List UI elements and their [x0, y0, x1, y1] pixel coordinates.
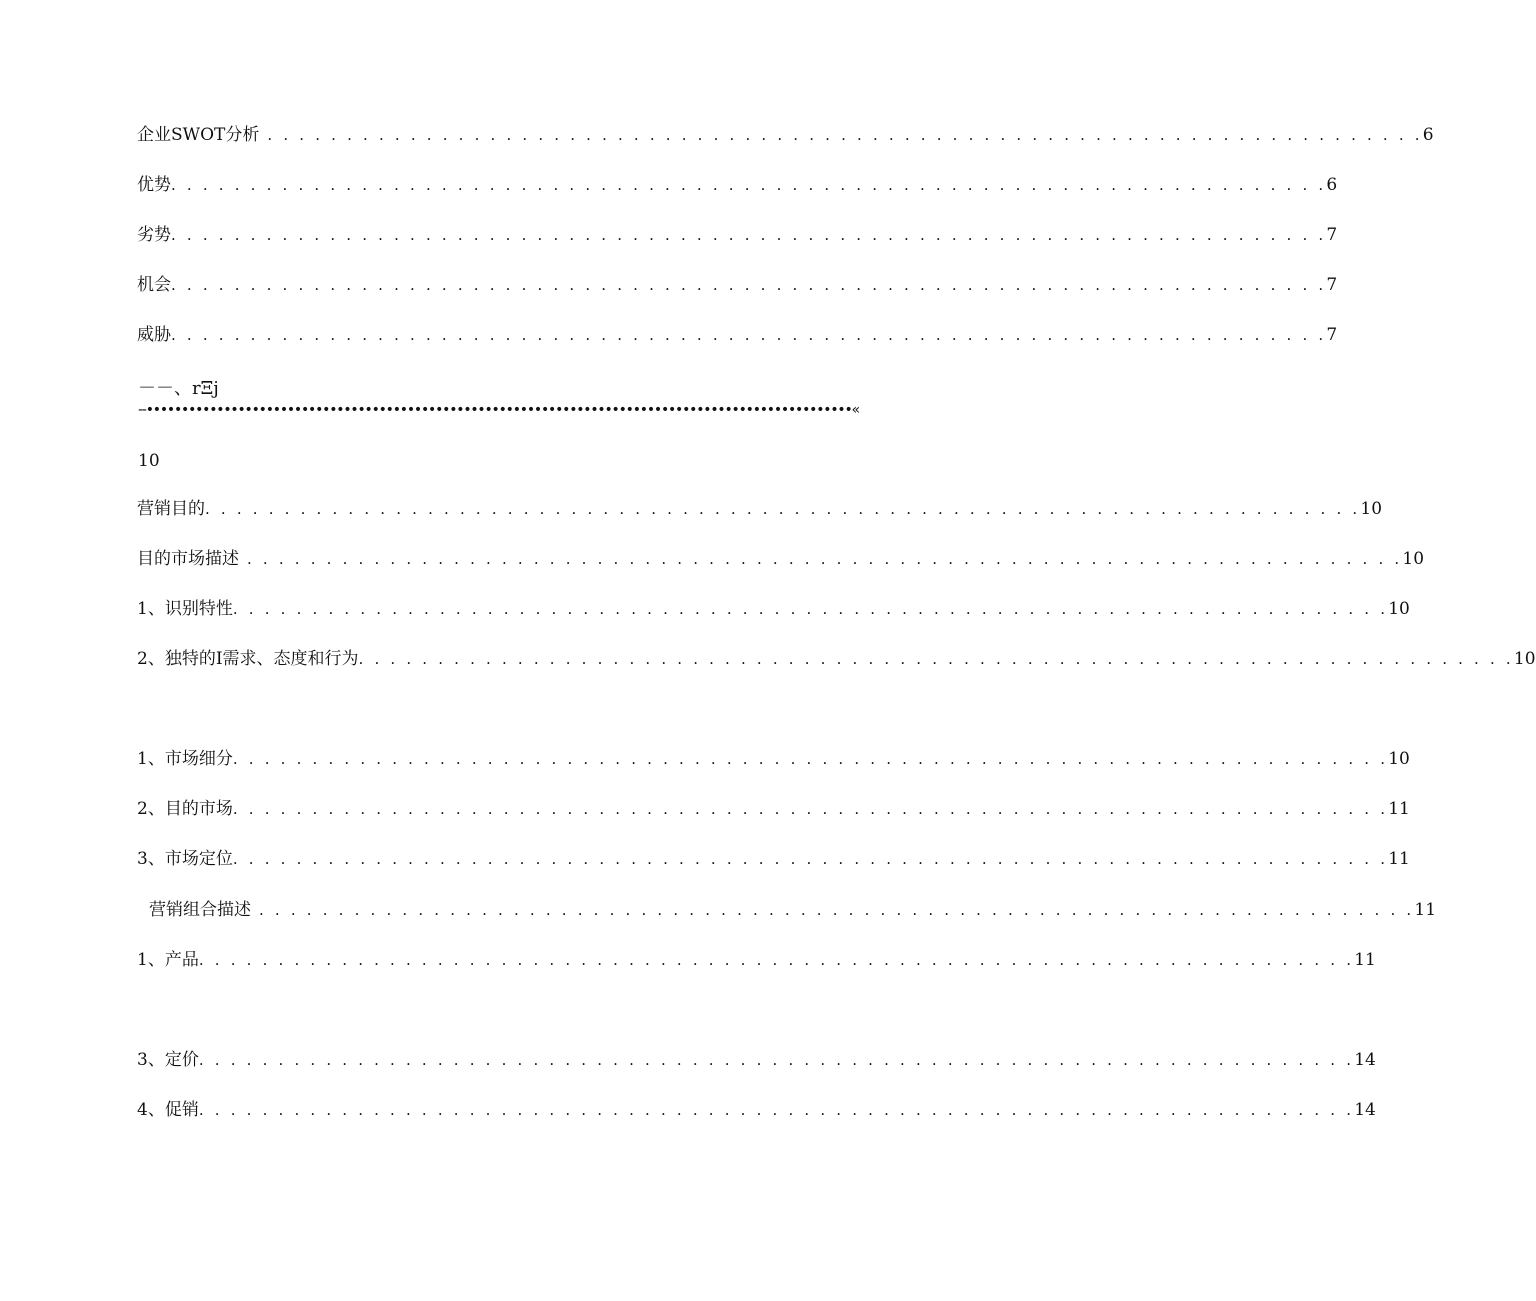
toc-title: 企业SWOT分析 [137, 125, 260, 145]
toc-page-number: 14 [1354, 1050, 1376, 1070]
toc-leader-dots: . . . . . . . . . . . . . . . . . . . . . . . . . . . . . . . . . . . . . . . . . . . . . . . . . . . . . . . . . . . . . . . . . . . . . . . . . [171, 176, 1327, 194]
toc-entry-pricing[interactable] [137, 1049, 1376, 1071]
toc-leader-dots: . . . . . . . . . . . . . . . . . . . . . . . . . . . . . . . . . . . . . . . . . . . . . . . . . . . . . . . . . . . . . . . . . . . . . . . . . [198, 1051, 1355, 1069]
toc-title: 3、市场定位 [137, 849, 233, 869]
garbled-leader [138, 400, 859, 420]
toc-page-number: 11 [1388, 799, 1410, 819]
toc-page-number: 6 [1422, 125, 1434, 145]
toc-entry-target-market[interactable] [137, 798, 1410, 820]
garbled-suffix: « [851, 402, 859, 418]
toc-title: 2、目的市场 [137, 799, 233, 819]
toc-title: 劣势 [137, 225, 171, 245]
toc-entry-opportunities[interactable] [137, 274, 1338, 296]
toc-leader-dots: . . . . . . . . . . . . . . . . . . . . . . . . . . . . . . . . . . . . . . . . . . . . . . . . . . . . . . . . . . . . . . . . . . . . . . . . . [259, 901, 1415, 919]
toc-page-number: 11 [1414, 900, 1437, 920]
toc-leader-dots: . . . . . . . . . . . . . . . . . . . . . . . . . . . . . . . . . . . . . . . . . . . . . . . . . . . . . . . . . . . . . . . . . . . . . . . . . [267, 126, 1423, 144]
toc-entry-weaknesses[interactable] [137, 224, 1338, 246]
toc-title: 3、定价 [137, 1050, 199, 1070]
toc-entry-identify-traits[interactable] [137, 598, 1410, 620]
toc-page-number: 10 [1402, 549, 1425, 569]
toc-leader-dots: . . . . . . . . . . . . . . . . . . . . . . . . . . . . . . . . . . . . . . . . . . . . . . . . . . . . . . . . . . . . . . . . . . . . . . . . . [198, 1101, 1355, 1119]
toc-entry-unique-needs[interactable] [137, 648, 1536, 670]
toc-page-number: 10 [1388, 599, 1410, 619]
toc-entry-market-positioning[interactable] [137, 848, 1410, 870]
garbled-heading: －－、rΞj [138, 378, 219, 399]
toc-leader-dots: . . . . . . . . . . . . . . . . . . . . . . . . . . . . . . . . . . . . . . . . . . . . . . . . . . . . . . . . . . . . . . . . . . . . . . . . . [171, 276, 1327, 294]
toc-title: 4、促销 [137, 1100, 199, 1120]
toc-title: 1、产品 [137, 950, 199, 970]
toc-entry-marketing-mix[interactable] [149, 899, 1437, 921]
toc-page-number: 11 [1354, 950, 1376, 970]
toc-leader-dots: . . . . . . . . . . . . . . . . . . . . . . . . . . . . . . . . . . . . . . . . . . . . . . . . . . . . . . . . . . . . . . . . . . . . . . . . . [247, 550, 1403, 568]
toc-entry-product[interactable] [137, 949, 1376, 971]
toc-leader-dots: . . . . . . . . . . . . . . . . . . . . . . . . . . . . . . . . . . . . . . . . . . . . . . . . . . . . . . . . . . . . . . . . . . . . . . . . . [205, 500, 1361, 518]
toc-entry-marketing-goal[interactable] [137, 498, 1383, 520]
toc-title: 目的市场描述 [137, 549, 239, 569]
toc-title: 威胁 [137, 325, 171, 345]
toc-page-number: 10 [1360, 499, 1383, 519]
toc-leader-dots: . . . . . . . . . . . . . . . . . . . . . . . . . . . . . . . . . . . . . . . . . . . . . . . . . . . . . . . . . . . . . . . . . . . . . . . . . [171, 226, 1327, 244]
toc-title: 机会 [137, 275, 171, 295]
garbled-bullets: •••••••••••••••••••••••••••••••••••••••••••••••••••••••••••••••••••••••••••••••••••••••••••••••••••• [145, 402, 852, 418]
toc-page-number: 10 [1388, 749, 1410, 769]
garbled-prefix: -- [138, 402, 146, 418]
toc-page-number: 7 [1326, 225, 1338, 245]
toc-page-number: 7 [1326, 275, 1338, 295]
toc-leader-dots: . . . . . . . . . . . . . . . . . . . . . . . . . . . . . . . . . . . . . . . . . . . . . . . . . . . . . . . . . . . . . . . . . . . . . . . . . [232, 800, 1389, 818]
toc-page-number: 6 [1326, 175, 1338, 195]
toc-leader-dots: . . . . . . . . . . . . . . . . . . . . . . . . . . . . . . . . . . . . . . . . . . . . . . . . . . . . . . . . . . . . . . . . . . . . . . . . . [358, 650, 1514, 668]
toc-entry-market-segmentation[interactable] [137, 748, 1410, 770]
toc-title: 营销目的 [137, 499, 205, 519]
toc-page-number: 10 [1513, 649, 1536, 669]
toc-entry-threats[interactable] [137, 324, 1338, 346]
toc-title: 2、独特的I需求、态度和行为 [137, 649, 359, 669]
toc-title: 1、市场细分 [137, 749, 233, 769]
toc-entry-swot[interactable] [137, 124, 1434, 146]
toc-entry-strengths[interactable] [137, 174, 1338, 196]
toc-entry-promotion[interactable] [137, 1099, 1376, 1121]
toc-title: 营销组合描述 [149, 900, 251, 920]
toc-entry-target-market-desc[interactable] [137, 548, 1425, 570]
toc-page-number: 11 [1388, 849, 1410, 869]
toc-page-number: 7 [1326, 325, 1338, 345]
toc-leader-dots: . . . . . . . . . . . . . . . . . . . . . . . . . . . . . . . . . . . . . . . . . . . . . . . . . . . . . . . . . . . . . . . . . . . . . . . . . [198, 951, 1355, 969]
toc-leader-dots: . . . . . . . . . . . . . . . . . . . . . . . . . . . . . . . . . . . . . . . . . . . . . . . . . . . . . . . . . . . . . . . . . . . . . . . . . [232, 850, 1389, 868]
toc-page-number: 14 [1354, 1100, 1376, 1120]
toc-title: 1、识别特性 [137, 599, 233, 619]
toc-title: 优势 [137, 175, 171, 195]
toc-leader-dots: . . . . . . . . . . . . . . . . . . . . . . . . . . . . . . . . . . . . . . . . . . . . . . . . . . . . . . . . . . . . . . . . . . . . . . . . . [232, 600, 1389, 618]
toc-leader-dots: . . . . . . . . . . . . . . . . . . . . . . . . . . . . . . . . . . . . . . . . . . . . . . . . . . . . . . . . . . . . . . . . . . . . . . . . . [171, 326, 1327, 344]
toc-leader-dots: . . . . . . . . . . . . . . . . . . . . . . . . . . . . . . . . . . . . . . . . . . . . . . . . . . . . . . . . . . . . . . . . . . . . . . . . . [232, 750, 1389, 768]
garbled-page-number: 10 [138, 451, 160, 471]
